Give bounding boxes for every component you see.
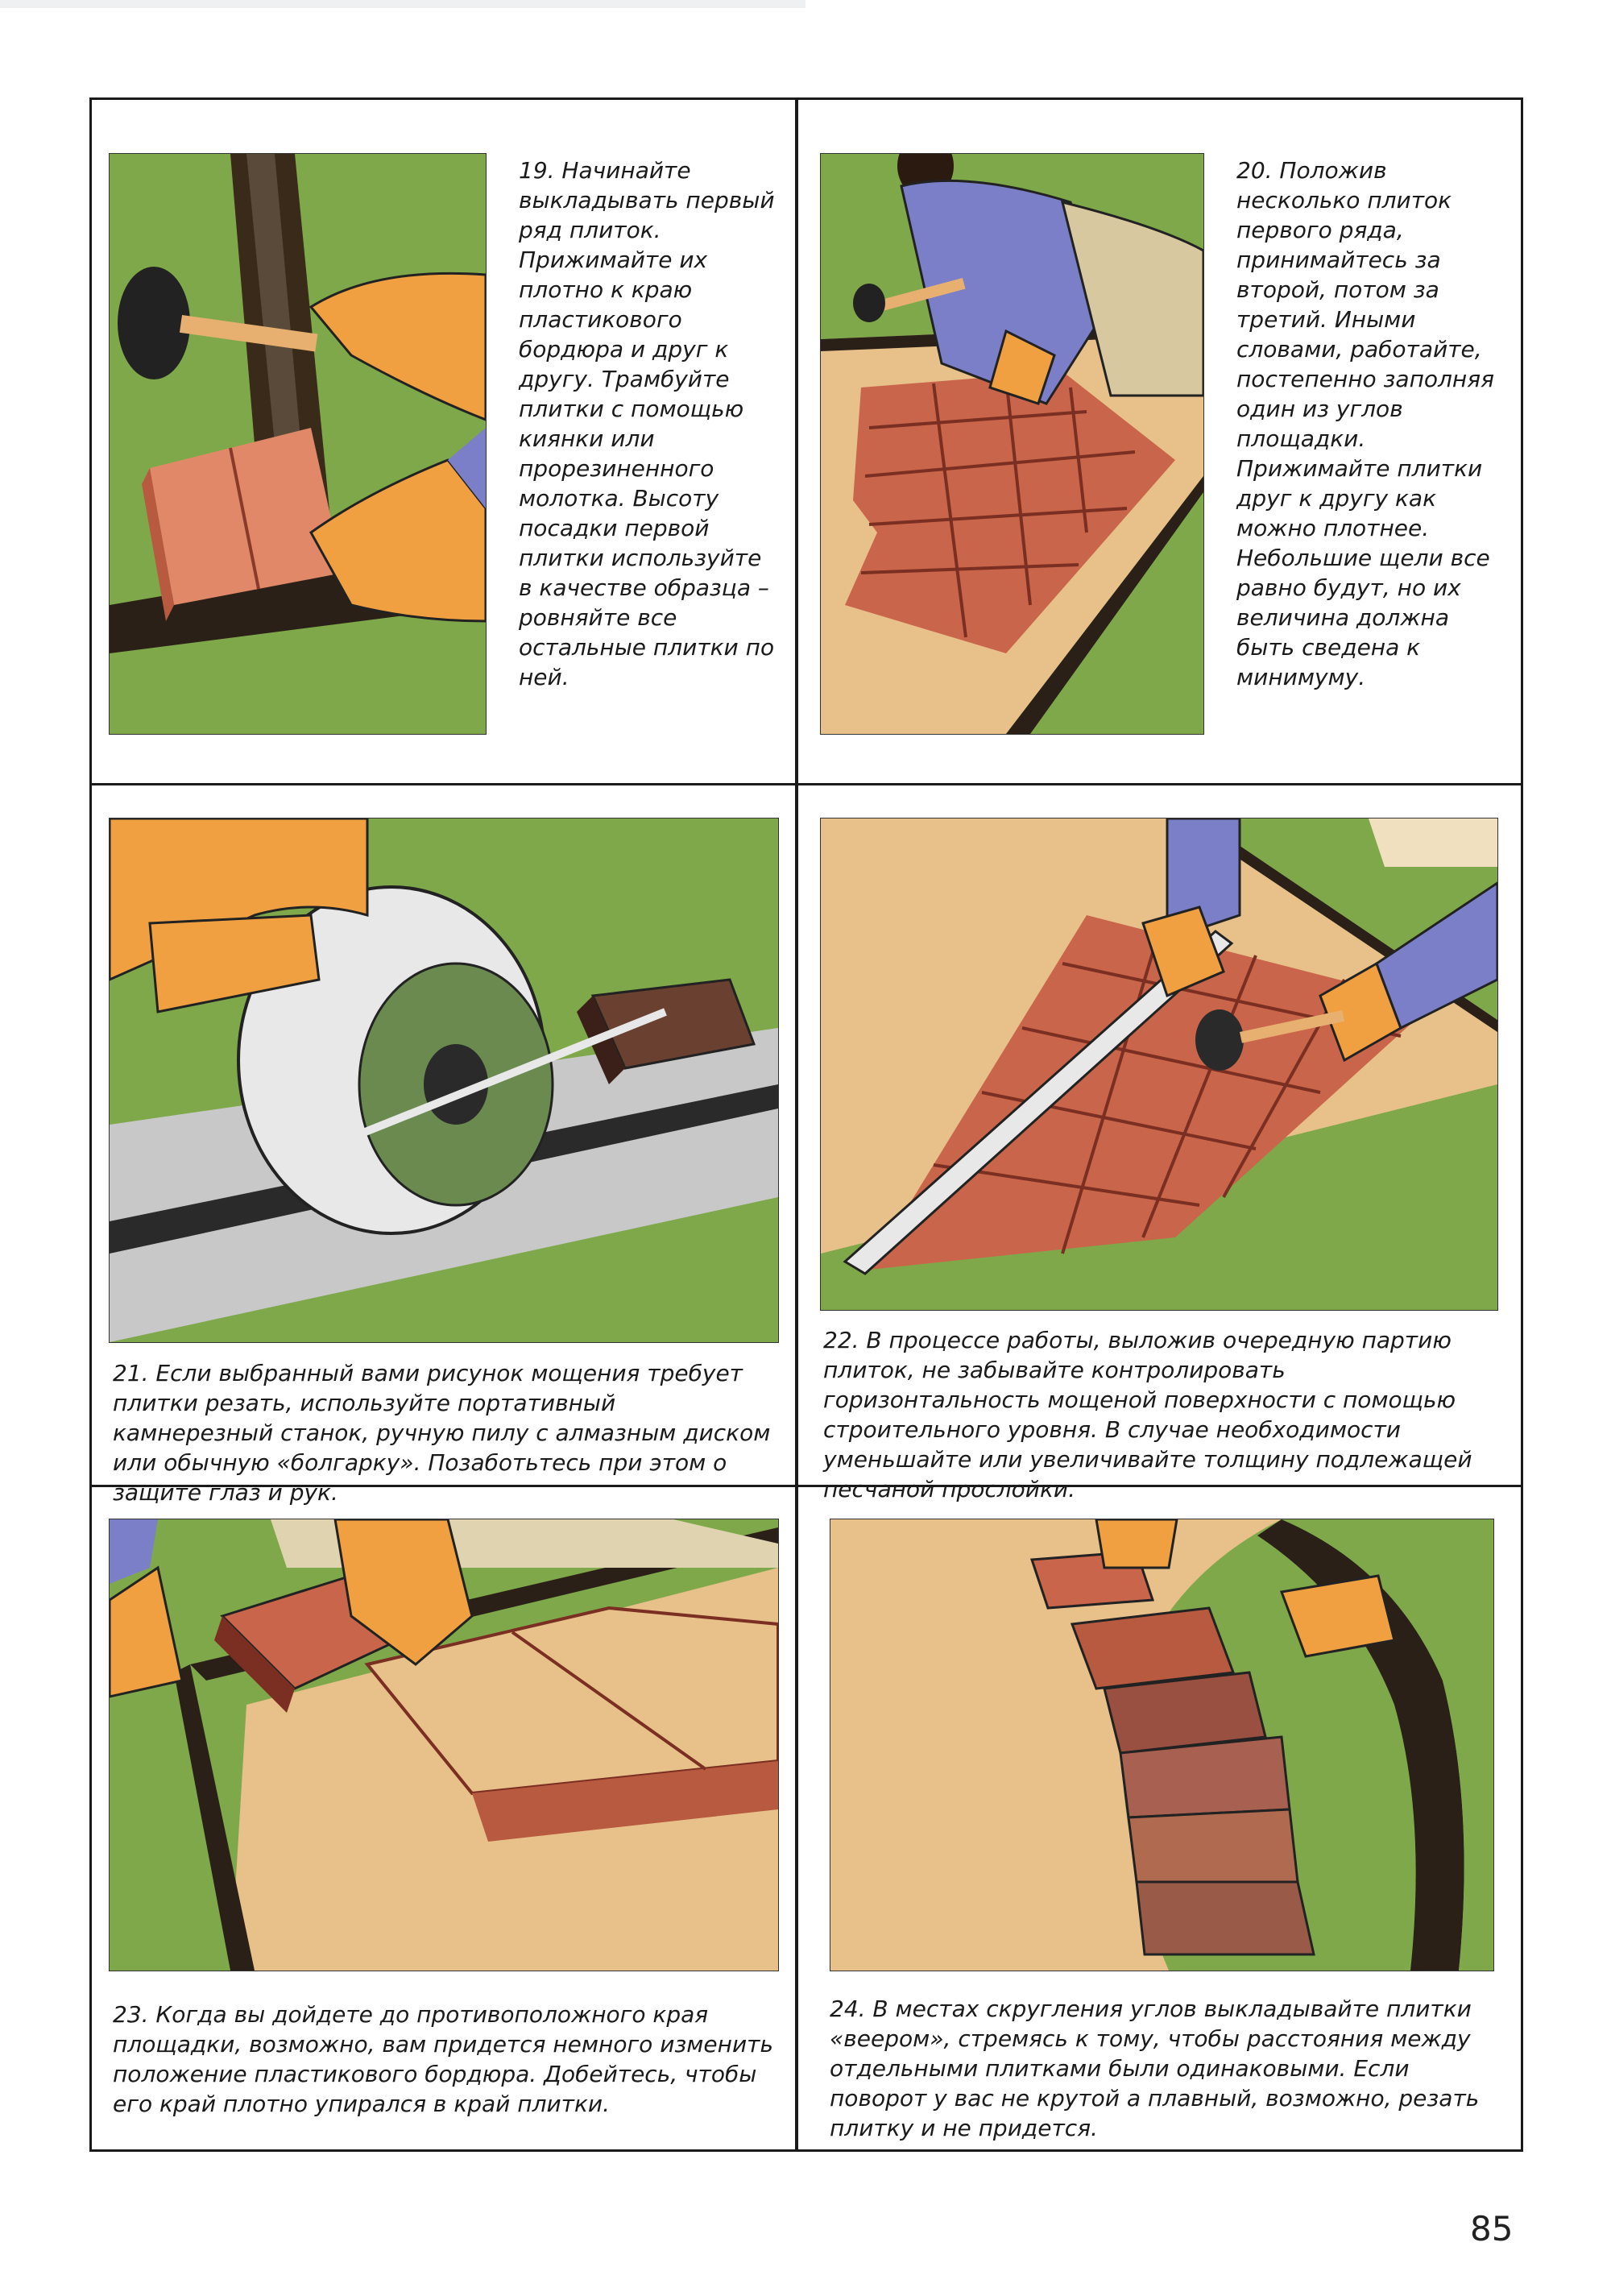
- page-number: 85: [1470, 2209, 1514, 2248]
- column-divider-row3: [795, 1487, 798, 2149]
- row-divider-1: [89, 783, 1523, 785]
- caption-step-22: 22. В процессе работы, выложив очередную партию плиток, не забывайте контролировать горизонтальность мощеной поверхности с помощью строительного уровня. В случае необходимости уменьшайте или увеличивайте толщину подлежащей песчаной прослойки.: [823, 1327, 1472, 1502]
- caption-step-23: 23. Когда вы дойдете до противоположного края площадки, возможно, вам придется немного изменить положение пластикового бордюра. Добейтесь, чтобы его край плотно упирался в край плитки.: [113, 2001, 773, 2117]
- illustration-step-19: [109, 153, 487, 735]
- caption-step-19: 19. Начинайте выкладывать первый ряд плиток. Прижимайте их плотно к краю пластикового бордюра и друг к другу. Трамбуйте плитки с помощью киянки или прорезиненного молотка. Высоту посадки первой плитки используйте в качестве образца – ровняйте все остальные плитки по ней.: [519, 157, 775, 690]
- caption-step-21: 21. Если выбранный вами рисунок мощения требует плитки резать, используйте портативный камнерезный станок, ручную пилу с алмазным диском или обычную «болгарку». Позаботьтесь при этом о защите глаз и рук.: [113, 1360, 771, 1506]
- column-divider-row1: [795, 100, 798, 783]
- caption-step-24: 24. В местах скругления углов выкладывайте плитки «веером», стремясь к тому, чтобы расстояния между отдельными плитками были одинаковыми. Если поворот у вас не крутой а плавный, возможно, резать плитку и не придется.: [830, 1996, 1480, 2141]
- illustration-step-23: [109, 1519, 779, 1971]
- illustration-step-22: [820, 818, 1498, 1311]
- illustration-step-21: [109, 818, 779, 1343]
- illustration-step-20: [820, 153, 1204, 735]
- illustration-step-24: [830, 1519, 1494, 1971]
- caption-step-20: 20. Положив несколько плиток первого ряда, принимайтесь за второй, потом за третий. Иными словами, работайте, постепенно заполняя один из углов площадки. Прижимайте плитки друг к другу как можно плотнее. Небольшие щели все равно будут, но их величина должна быть сведена к минимуму.: [1236, 157, 1494, 690]
- column-divider-row2: [795, 785, 798, 1485]
- top-scan-strip: [0, 0, 806, 8]
